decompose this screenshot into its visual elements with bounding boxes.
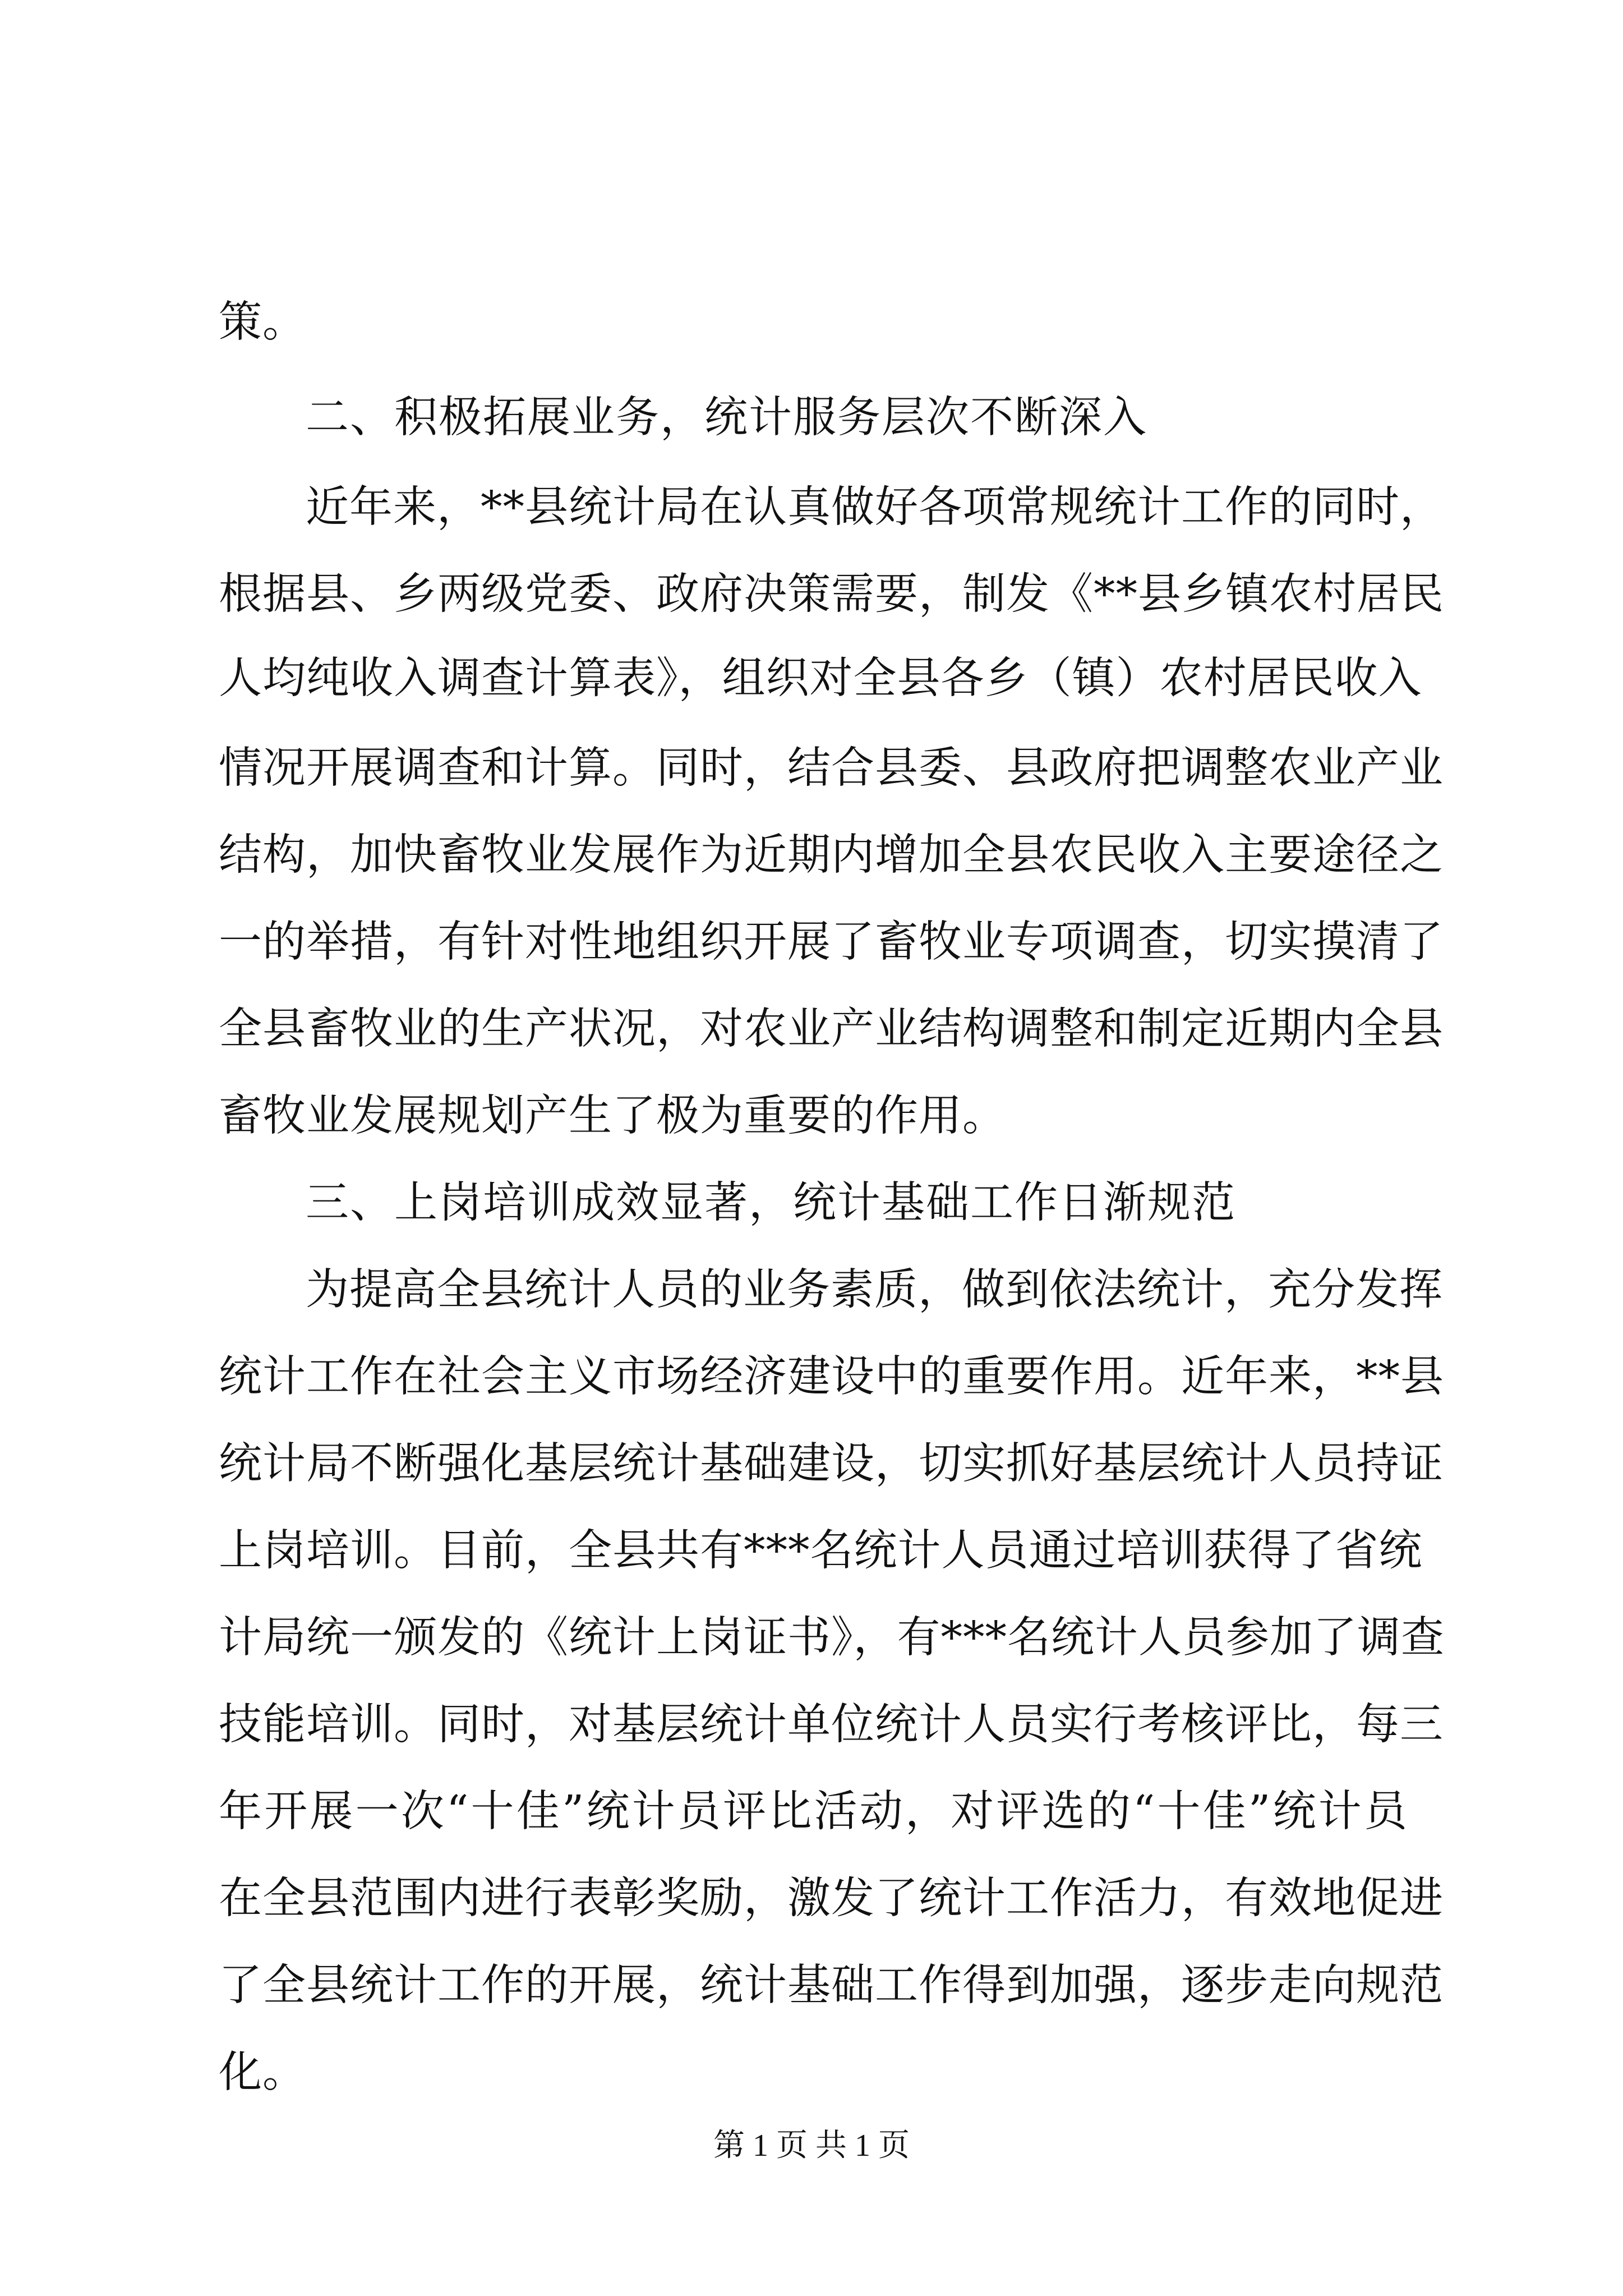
text-line: 上岗培训。目前，全县共有***名统计人员通过培训获得了省统 (219, 1526, 1423, 1576)
text-line: 近年来，**县统计局在认真做好各项常规统计工作的同时， (306, 482, 1444, 532)
text-line: 化。 (219, 2047, 306, 2097)
text-line: 计局统一颁发的《统计上岗证书》，有***名统计人员参加了调查 (219, 1613, 1445, 1663)
text-line: 年开展一次“十佳”统计员评比活动，对评选的“十佳”统计员 (219, 1787, 1408, 1837)
text-line: 在全县范围内进行表彰奖励，激发了统计工作活力，有效地促进 (219, 1874, 1444, 1924)
text-line: 全县畜牧业的生产状况，对农业产业结构调整和制定近期内全县 (219, 1004, 1444, 1054)
text-line: 了全县统计工作的开展，统计基础工作得到加强，逐步走向规范 (219, 1961, 1444, 2010)
text-line: 统计局不断强化基层统计基础建设，切实抓好基层统计人员持证 (219, 1439, 1444, 1489)
page-number: 第 1 页 共 1 页 (713, 2128, 910, 2163)
text-line: 结构，加快畜牧业发展作为近期内增加全县农民收入主要途径之 (219, 830, 1444, 880)
text-line: 根据县、乡两级党委、政府决策需要，制发《**县乡镇农村居民 (219, 569, 1444, 619)
text-line: 策。 (219, 297, 306, 347)
section-heading: 二、积极拓展业务，统计服务层次不断深入 (306, 393, 1147, 443)
text-line: 人均纯收入调查计算表》，组织对全县各乡（镇）农村居民收入 (219, 654, 1422, 703)
text-line: 技能培训。同时，对基层统计单位统计人员实行考核评比，每三 (219, 1700, 1444, 1750)
section-heading: 三、上岗培训成效显著，统计基础工作日渐规范 (306, 1178, 1236, 1228)
text-line: 情况开展调查和计算。同时，结合县委、县政府把调整农业产业 (219, 743, 1444, 793)
text-line: 一的举措，有针对性地组织开展了畜牧业专项调查，切实摸清了 (219, 917, 1444, 967)
text-line: 畜牧业发展规划产生了极为重要的作用。 (219, 1091, 1006, 1141)
text-line: 为提高全县统计人员的业务素质，做到依法统计，充分发挥 (306, 1265, 1443, 1315)
text-line: 统计工作在社会主义市场经济建设中的重要作用。近年来，**县 (219, 1352, 1444, 1402)
